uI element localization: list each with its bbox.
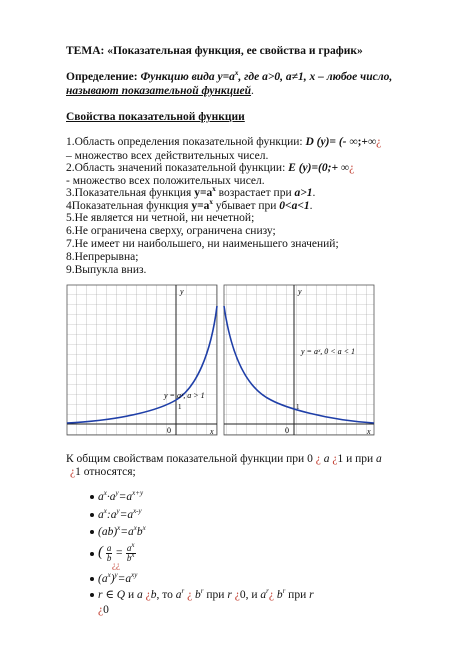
bullet (90, 552, 94, 556)
property-4-sup: x (209, 198, 213, 207)
f6-ar2: a (260, 589, 267, 601)
left-zero-label: 0 (167, 426, 171, 435)
property-2 (66, 161, 354, 175)
f3-eq: =a (120, 526, 134, 538)
f6-when: при (203, 589, 228, 601)
property-7: 7.Не имеет ни наибольшего, ни наименьшего значений; (66, 238, 339, 250)
bullet (90, 577, 94, 581)
definition-text-1: Функцию вида y=a (140, 71, 235, 83)
f4-marks: ¿¿ (112, 560, 120, 570)
property-1 (66, 135, 381, 149)
properties-heading: Свойства показательной функции (66, 111, 245, 123)
document-title: ТЕМА: «Показательная функция, ее свойства и график» (66, 45, 363, 57)
f3-x3: x (142, 524, 146, 533)
f6-and2: и (248, 589, 261, 601)
right-y-label: y (298, 287, 302, 296)
graph-decreasing (224, 285, 374, 436)
f4-eq: = (112, 547, 126, 559)
right-x-label: x (367, 427, 371, 436)
formula-2 (98, 508, 142, 522)
property-8: 8.Непрерывна; (66, 251, 139, 263)
general-a-1: a (320, 453, 333, 465)
f4-numsup: x (131, 540, 135, 549)
property-1-mark: ¿ (376, 136, 382, 148)
f5-x: x (107, 571, 111, 580)
right-one-label: 1 (296, 403, 300, 411)
f6-in: ∈ (102, 589, 117, 601)
f6-mark2: ¿ (184, 589, 193, 601)
general-properties-line-2 (70, 465, 136, 479)
definition-text-3: называют показательной функцией (66, 85, 252, 97)
definition-line-1 (66, 70, 392, 84)
f6-mark4: ¿ (268, 589, 274, 601)
f6-mark3: ¿ (231, 589, 240, 601)
left-y-label: y (180, 287, 184, 296)
property-1-text: 1.Область определения показательной функции: (66, 136, 306, 148)
f4-num2: a (126, 542, 132, 553)
bullet (90, 593, 94, 597)
general-one-2: 1 (75, 466, 81, 478)
f6-zero: 0 (239, 589, 246, 601)
property-3 (66, 186, 315, 200)
f4-den2: b (126, 552, 132, 563)
f6-mark: ¿ (142, 589, 151, 601)
right-caption: y = aˣ, 0 < a < 1 (301, 347, 356, 356)
f3-lhs: (ab) (98, 526, 118, 538)
bullet (90, 530, 94, 534)
f6-br2: b (273, 589, 283, 601)
property-4-cond: 0<a<1 (279, 200, 310, 212)
property-1-tail: ∞;+∞ (349, 136, 377, 148)
property-2-value: E (y)=(0;+ (288, 162, 338, 174)
formula-3 (98, 525, 146, 539)
f4-num: a (106, 542, 112, 553)
general-a-2: a (376, 453, 382, 465)
f6-rsup4: r (282, 587, 286, 596)
general-text-2: и при (343, 453, 377, 465)
property-4-text: 4Показательная функция (66, 200, 192, 212)
general-text-3: относятся; (80, 466, 136, 478)
property-2-line-2: - множество всех положительных чисел. (66, 175, 265, 187)
f6-ar: a (175, 589, 182, 601)
definition-label: Определение: (66, 71, 138, 83)
left-x-label: x (210, 427, 214, 436)
general-mark-3: ¿ (70, 466, 76, 478)
property-5: 5.Не является ни четной, ни нечетной; (66, 212, 255, 224)
f6-a: a (136, 589, 143, 601)
f1-b: a (109, 491, 116, 503)
f6-br: b (192, 589, 201, 601)
property-1-value: D (y)= (- (305, 136, 350, 148)
f6-b: b (150, 589, 157, 601)
f1-dot: · (106, 491, 110, 503)
property-3-mid: возрастает при (215, 187, 295, 199)
definition-line-2 (66, 84, 254, 98)
f6-r2: r (227, 589, 232, 601)
f6-rsup2: r (200, 587, 204, 596)
definition-sup: x (234, 69, 239, 78)
bullet (90, 495, 94, 499)
f1-y: y (115, 489, 119, 498)
f6-comma: , то (156, 589, 176, 601)
left-one-label: 1 (178, 403, 182, 411)
f6-rsup: r (181, 587, 185, 596)
f1-xy: x+y (132, 489, 144, 498)
formula-5 (98, 572, 137, 586)
definition-text-2: , где a>0, a≠1, x – любое число, (238, 71, 393, 83)
formula-1 (98, 490, 143, 504)
general-mark-2: ¿ (332, 453, 338, 465)
property-2-text: 2.Область значений показательной функции: (66, 162, 289, 174)
f5-xy: xy (131, 571, 138, 580)
exponential-graphs (66, 284, 378, 444)
f6-and: и (125, 589, 137, 601)
graph-increasing (67, 285, 217, 436)
definition-end: . (251, 85, 254, 97)
property-4-mid: убывает при (212, 200, 280, 212)
f2-x: x (103, 507, 107, 516)
general-mark-1: ¿ (315, 453, 321, 465)
f1-eq: =a (118, 491, 133, 503)
property-2-mark: ¿ (349, 162, 355, 174)
f2-op: : (106, 509, 111, 521)
f5-lhs: (a (98, 573, 108, 585)
f1-a: a (98, 491, 104, 503)
f2-xy: x-y (133, 507, 142, 516)
property-9: 9.Выпукла вниз. (66, 264, 147, 276)
formula-6 (98, 588, 314, 602)
property-3-sup: x (212, 185, 216, 194)
f6-r: r (98, 589, 103, 601)
f2-b: a (110, 509, 117, 521)
bullet (90, 513, 94, 517)
property-3-text: 3.Показательная функция (66, 187, 195, 199)
property-6: 6.Не ограничена сверху, ограничена снизу; (66, 225, 276, 237)
f1-x: x (103, 489, 107, 498)
f3-b: b (136, 526, 143, 538)
property-3-end: . (312, 187, 316, 199)
f3-x2: x (133, 524, 137, 533)
f5-y: y (114, 571, 118, 580)
f4-den: b (106, 552, 112, 563)
f5-close: ) (110, 573, 115, 585)
f6-r3: r (309, 589, 314, 601)
property-3-cond: a>1 (294, 187, 313, 199)
f6-when2: при (285, 589, 310, 601)
property-3-func: y=a (194, 187, 213, 199)
property-2-tail: ∞ (338, 162, 350, 174)
property-1-line-2: – множество всех действительных чисел. (66, 150, 269, 162)
f6-Q: Q (116, 589, 126, 601)
f6-rsup3: r (266, 587, 269, 596)
f2-a: a (98, 509, 104, 521)
f6-comma2: , (245, 589, 249, 601)
general-properties-line (66, 452, 382, 466)
general-one: 1 (337, 453, 344, 465)
left-caption: y = aˣ, a > 1 (164, 391, 205, 400)
f2-y: y (116, 507, 120, 516)
property-4-end: . (309, 200, 313, 212)
f5-eq: =a (117, 573, 132, 585)
f3-x: x (117, 524, 121, 533)
general-text-1: К общим свойствам показательной функции при 0 (66, 453, 316, 465)
property-4-func: y=a (191, 200, 210, 212)
f4-fraction-2 (126, 540, 136, 563)
f6-zero2: 0 (103, 604, 109, 616)
f6-line2-mark: ¿ (98, 604, 104, 616)
f2-eq: =a (119, 509, 134, 521)
right-zero-label: 0 (285, 426, 289, 435)
formula-6-line-2 (98, 603, 109, 617)
f4-densup: x (131, 550, 135, 559)
f4-open: ( (98, 544, 103, 560)
